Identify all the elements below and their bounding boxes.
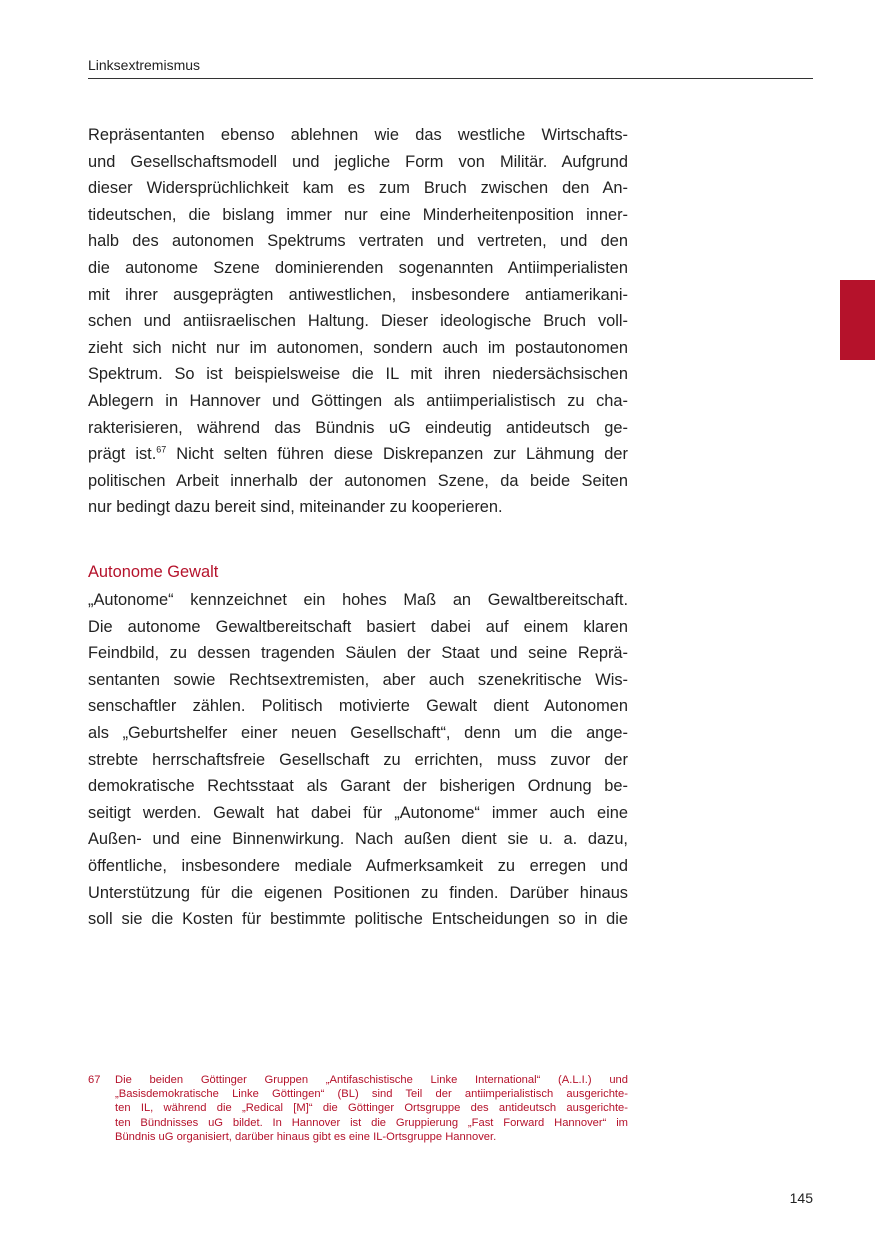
paragraph-line: halb des autonomen Spektrums vertraten und vertreten, und den (88, 232, 628, 251)
paragraph-line-with-footnote-ref (88, 441, 628, 468)
text-run: prägt ist. (88, 445, 157, 464)
footnote-number: 67 (88, 1074, 101, 1086)
footnote-reference[interactable]: 67 (156, 444, 167, 455)
paragraph-line: seitigt werden. Gewalt hat dabei für „Autonome“ immer auch eine (88, 803, 628, 822)
chapter-tab-marker (840, 280, 875, 360)
paragraph-line: die autonome Szene dominierenden sogenannten Antiimperialisten (88, 258, 628, 277)
paragraph-line: zieht sich nicht nur im autonomen, sondern auch im postautonomen (88, 338, 628, 357)
footnote-line: ten Bündnisses uG bildet. In Hannover ist die Gruppierung „Fast Forward Hannover“ im (115, 1116, 628, 1129)
footnote-body (115, 1073, 628, 1144)
paragraph-line: Spektrum. So ist beispielsweise die IL mit ihren niedersächsischen (88, 365, 628, 384)
paragraph-line: dieser Widersprüchlichkeit kam es zum Bruch zwischen den An- (88, 179, 628, 198)
paragraph-line: schen und antiisraelischen Haltung. Dieser ideologische Bruch voll- (88, 312, 628, 331)
paragraph-line: Die autonome Gewaltbereitschaft basiert dabei auf einem klaren (88, 617, 628, 636)
paragraph-line: sentanten sowie Rechtsextremisten, aber auch szenekritische Wis- (88, 670, 628, 689)
paragraph-line: soll sie die Kosten für bestimmte politische Entscheidungen so in die (88, 910, 628, 929)
paragraph-line: öffentliche, insbesondere mediale Aufmerksamkeit zu erregen und (88, 856, 628, 875)
paragraph-line: „Autonome“ kennzeichnet ein hohes Maß an Gewaltbereitschaft. (88, 591, 628, 609)
paragraph-line: senschaftler zählen. Politisch motivierte Gewalt dient Autonomen (88, 697, 628, 716)
paragraph-line: Unterstützung für die eigenen Positionen zu finden. Darüber hinaus (88, 883, 628, 902)
footnote-line: „Basisdemokratische Linke Göttingen“ (BL) sind Teil der antiimperialistisch ausgerichte- (115, 1088, 628, 1101)
paragraph-line: als „Geburtshelfer einer neuen Gesellschaft“, denn um die ange- (88, 723, 628, 742)
paragraph-1 (88, 122, 628, 521)
text-run: Nicht selten führen diese Diskrepanzen zur Lähmung der (166, 445, 628, 464)
header-rule (88, 78, 813, 79)
paragraph-line: mit ihrer ausgeprägten antiwestlichen, insbesondere antiamerikani- (88, 285, 628, 304)
footnote-line: Bündnis uG organisiert, darüber hinaus gibt es eine IL-Ortsgruppe Hannover. (115, 1130, 497, 1143)
paragraph-line: rakterisieren, während das Bündnis uG eindeutig antideutsch ge- (88, 418, 628, 437)
section-paragraph (88, 587, 628, 933)
page-number: 145 (789, 1190, 813, 1206)
footnote-line: ten IL, während die „Redical [M]“ die Göttinger Ortsgruppe des antideutsch ausgerichte- (115, 1102, 628, 1115)
paragraph-line: nur bedingt dazu bereit sind, miteinander zu kooperieren. (88, 498, 503, 517)
paragraph-line: strebte herrschaftsfreie Gesellschaft zu errichten, muss zuvor der (88, 750, 628, 769)
running-header: Linksextremismus (88, 57, 201, 73)
section-heading: Autonome Gewalt (88, 563, 219, 581)
paragraph-line: und Gesellschaftsmodell und jegliche Form von Militär. Aufgrund (88, 152, 628, 171)
paragraph-line: Außen- und eine Binnenwirkung. Nach außen dient sie u. a. dazu, (88, 830, 628, 849)
paragraph-line: politischen Arbeit innerhalb der autonomen Szene, da beide Seiten (88, 471, 628, 490)
paragraph-line: tideutschen, die bislang immer nur eine Minderheitenposition inner- (88, 205, 628, 224)
footnote-line: Die beiden Göttinger Gruppen „Antifaschistische Linke International“ (A.L.I.) und (115, 1074, 628, 1086)
paragraph-line: Feindbild, zu dessen tragenden Säulen der Staat und seine Reprä- (88, 644, 628, 663)
paragraph-line: demokratische Rechtsstaat als Garant der bisherigen Ordnung be- (88, 777, 628, 796)
paragraph-line: Repräsentanten ebenso ablehnen wie das westliche Wirtschafts- (88, 126, 628, 144)
paragraph-line: Ablegern in Hannover und Göttingen als antiimperialistisch zu cha- (88, 391, 628, 410)
